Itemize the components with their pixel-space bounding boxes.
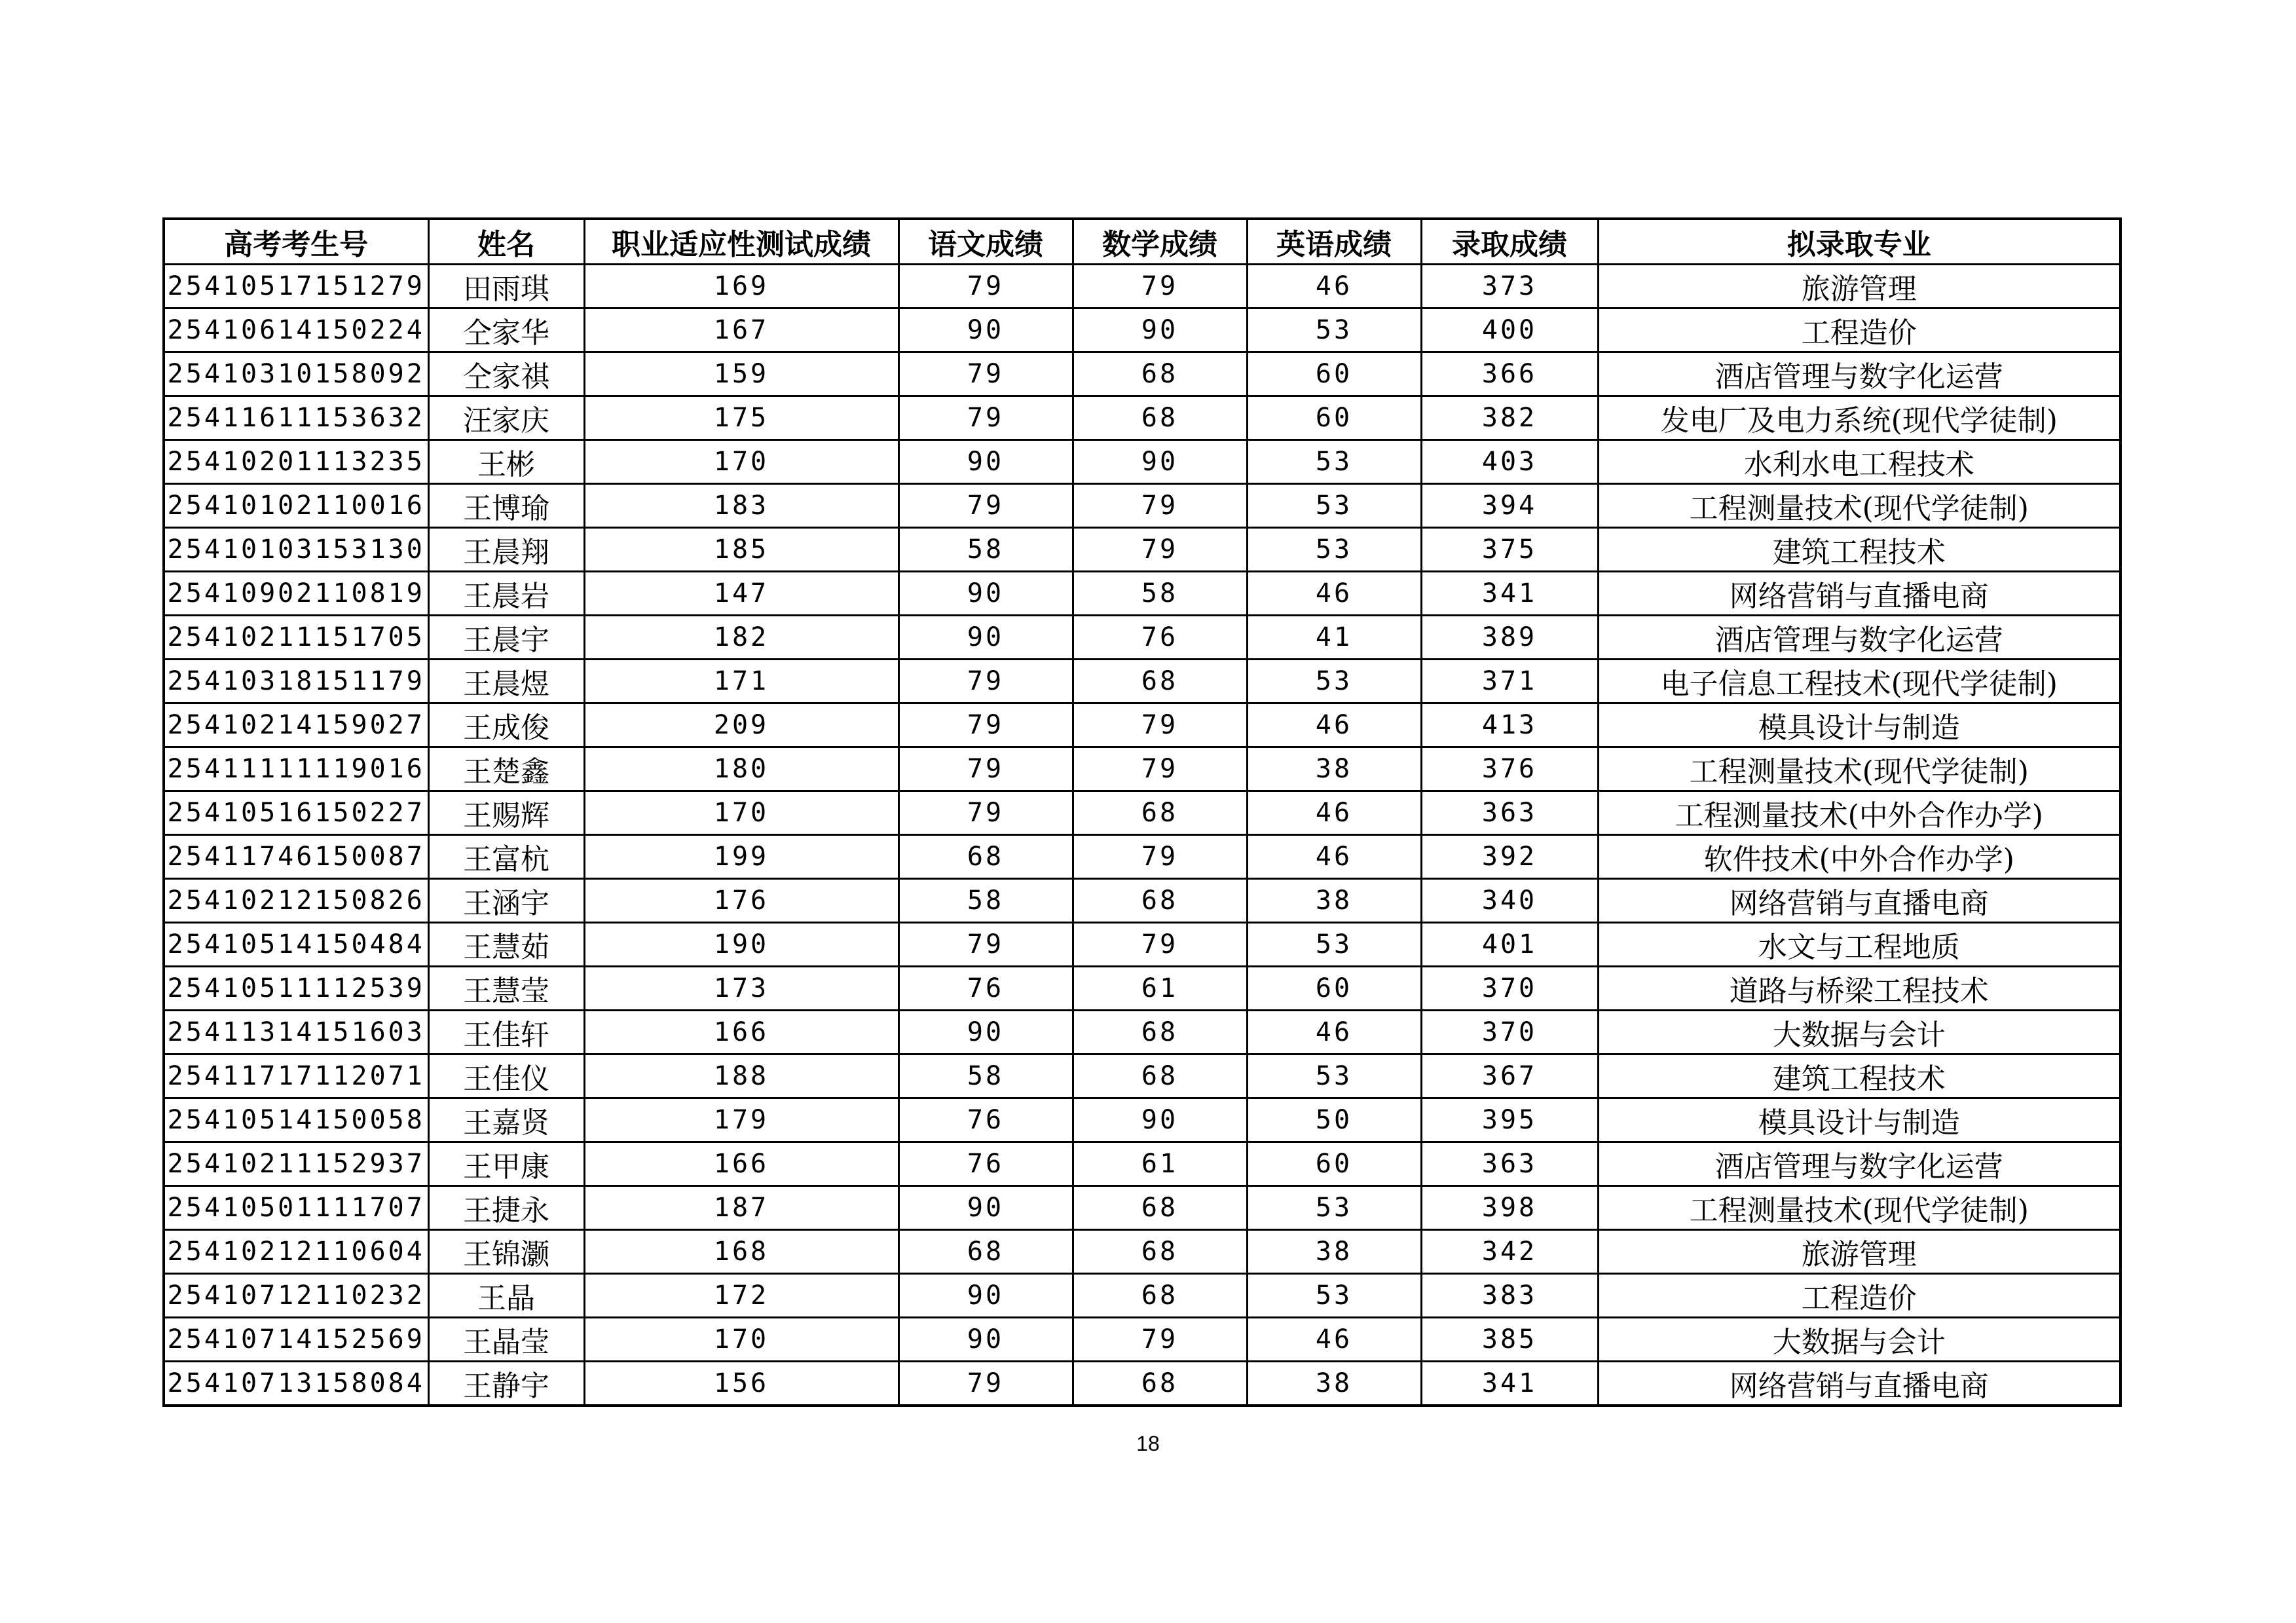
name-cell: 王佳仪 [428, 1054, 584, 1098]
name-cell: 王博瑜 [428, 484, 584, 528]
aptitude-score-cell: 166 [584, 1011, 898, 1054]
major-cell: 工程造价 [1598, 1274, 2120, 1318]
table-row [164, 1098, 2120, 1142]
admission-score-cell: 398 [1421, 1186, 1598, 1230]
aptitude-score-cell: 175 [584, 396, 898, 440]
math-score-cell: 68 [1073, 660, 1247, 703]
english-score-cell: 53 [1247, 308, 1421, 352]
name-cell: 仝家祺 [428, 352, 584, 396]
math-score-cell: 90 [1073, 308, 1247, 352]
math-score-cell: 68 [1073, 396, 1247, 440]
math-score-cell: 79 [1073, 1318, 1247, 1362]
column-header-admission-score: 录取成绩 [1421, 219, 1598, 265]
english-score-cell: 53 [1247, 484, 1421, 528]
chinese-score-cell: 79 [898, 1362, 1073, 1406]
admission-score-cell: 371 [1421, 660, 1598, 703]
column-header-aptitude-score: 职业适应性测试成绩 [584, 219, 898, 265]
major-cell: 酒店管理与数字化运营 [1598, 1142, 2120, 1186]
english-score-cell: 53 [1247, 923, 1421, 967]
name-cell: 王晶莹 [428, 1318, 584, 1362]
admission-score-cell: 370 [1421, 1011, 1598, 1054]
english-score-cell: 53 [1247, 528, 1421, 572]
admission-score-cell: 363 [1421, 1142, 1598, 1186]
chinese-score-cell: 79 [898, 352, 1073, 396]
name-cell: 王涵宇 [428, 879, 584, 923]
name-cell: 王静宇 [428, 1362, 584, 1406]
chinese-score-cell: 58 [898, 1054, 1073, 1098]
chinese-score-cell: 79 [898, 660, 1073, 703]
admission-score-cell: 392 [1421, 835, 1598, 879]
exam-number-cell: 25410201113235 [164, 440, 428, 484]
aptitude-score-cell: 185 [584, 528, 898, 572]
column-header-major: 拟录取专业 [1598, 219, 2120, 265]
column-header-exam-number: 高考考生号 [164, 219, 428, 265]
name-cell: 王晨宇 [428, 616, 584, 660]
major-cell: 电子信息工程技术(现代学徒制) [1598, 660, 2120, 703]
name-cell: 王佳轩 [428, 1011, 584, 1054]
name-cell: 王赐辉 [428, 791, 584, 835]
aptitude-score-cell: 187 [584, 1186, 898, 1230]
chinese-score-cell: 76 [898, 1142, 1073, 1186]
aptitude-score-cell: 168 [584, 1230, 898, 1274]
table-row [164, 396, 2120, 440]
table-header [164, 219, 2120, 265]
math-score-cell: 79 [1073, 703, 1247, 747]
admission-score-cell: 366 [1421, 352, 1598, 396]
major-cell: 工程测量技术(现代学徒制) [1598, 747, 2120, 791]
table-row [164, 616, 2120, 660]
math-score-cell: 68 [1073, 1274, 1247, 1318]
exam-number-cell: 25411611153632 [164, 396, 428, 440]
chinese-score-cell: 79 [898, 703, 1073, 747]
chinese-score-cell: 68 [898, 835, 1073, 879]
table-row [164, 352, 2120, 396]
aptitude-score-cell: 170 [584, 791, 898, 835]
name-cell: 王富杭 [428, 835, 584, 879]
exam-number-cell: 25410103153130 [164, 528, 428, 572]
column-header-chinese-score: 语文成绩 [898, 219, 1073, 265]
english-score-cell: 60 [1247, 352, 1421, 396]
aptitude-score-cell: 183 [584, 484, 898, 528]
major-cell: 网络营销与直播电商 [1598, 572, 2120, 616]
chinese-score-cell: 79 [898, 484, 1073, 528]
table-row [164, 572, 2120, 616]
admission-score-cell: 401 [1421, 923, 1598, 967]
math-score-cell: 79 [1073, 835, 1247, 879]
math-score-cell: 61 [1073, 1142, 1247, 1186]
major-cell: 大数据与会计 [1598, 1011, 2120, 1054]
admission-score-cell: 367 [1421, 1054, 1598, 1098]
math-score-cell: 79 [1073, 747, 1247, 791]
english-score-cell: 38 [1247, 747, 1421, 791]
chinese-score-cell: 76 [898, 1098, 1073, 1142]
chinese-score-cell: 90 [898, 572, 1073, 616]
name-cell: 王嘉贤 [428, 1098, 584, 1142]
math-score-cell: 76 [1073, 616, 1247, 660]
admission-score-cell: 403 [1421, 440, 1598, 484]
table-row [164, 1011, 2120, 1054]
exam-number-cell: 25410517151279 [164, 265, 428, 308]
chinese-score-cell: 90 [898, 616, 1073, 660]
name-cell: 汪家庆 [428, 396, 584, 440]
name-cell: 王慧莹 [428, 967, 584, 1011]
aptitude-score-cell: 199 [584, 835, 898, 879]
admission-score-cell: 382 [1421, 396, 1598, 440]
english-score-cell: 50 [1247, 1098, 1421, 1142]
name-cell: 王慧茹 [428, 923, 584, 967]
exam-number-cell: 25410614150224 [164, 308, 428, 352]
english-score-cell: 46 [1247, 1318, 1421, 1362]
chinese-score-cell: 76 [898, 967, 1073, 1011]
aptitude-score-cell: 147 [584, 572, 898, 616]
math-score-cell: 79 [1073, 528, 1247, 572]
chinese-score-cell: 90 [898, 1186, 1073, 1230]
exam-number-cell: 25410102110016 [164, 484, 428, 528]
name-cell: 王甲康 [428, 1142, 584, 1186]
exam-number-cell: 25410501111707 [164, 1186, 428, 1230]
english-score-cell: 53 [1247, 440, 1421, 484]
english-score-cell: 41 [1247, 616, 1421, 660]
aptitude-score-cell: 179 [584, 1098, 898, 1142]
major-cell: 模具设计与制造 [1598, 703, 2120, 747]
chinese-score-cell: 79 [898, 923, 1073, 967]
english-score-cell: 53 [1247, 1054, 1421, 1098]
aptitude-score-cell: 166 [584, 1142, 898, 1186]
math-score-cell: 90 [1073, 440, 1247, 484]
english-score-cell: 46 [1247, 791, 1421, 835]
name-cell: 王晶 [428, 1274, 584, 1318]
table-row [164, 879, 2120, 923]
admission-score-cell: 385 [1421, 1318, 1598, 1362]
admission-score-cell: 389 [1421, 616, 1598, 660]
table-row [164, 923, 2120, 967]
table-row [164, 308, 2120, 352]
chinese-score-cell: 79 [898, 791, 1073, 835]
aptitude-score-cell: 169 [584, 265, 898, 308]
exam-number-cell: 25410211152937 [164, 1142, 428, 1186]
exam-number-cell: 25410212150826 [164, 879, 428, 923]
aptitude-score-cell: 170 [584, 440, 898, 484]
aptitude-score-cell: 182 [584, 616, 898, 660]
table-row [164, 835, 2120, 879]
table-row [164, 791, 2120, 835]
name-cell: 仝家华 [428, 308, 584, 352]
column-header-math-score: 数学成绩 [1073, 219, 1247, 265]
english-score-cell: 60 [1247, 396, 1421, 440]
chinese-score-cell: 90 [898, 308, 1073, 352]
aptitude-score-cell: 190 [584, 923, 898, 967]
english-score-cell: 46 [1247, 1011, 1421, 1054]
aptitude-score-cell: 167 [584, 308, 898, 352]
math-score-cell: 68 [1073, 791, 1247, 835]
math-score-cell: 68 [1073, 1054, 1247, 1098]
table-row [164, 1362, 2120, 1406]
english-score-cell: 46 [1247, 703, 1421, 747]
exam-number-cell: 25410514150058 [164, 1098, 428, 1142]
exam-number-cell: 25410211151705 [164, 616, 428, 660]
column-header-english-score: 英语成绩 [1247, 219, 1421, 265]
math-score-cell: 68 [1073, 1186, 1247, 1230]
exam-number-cell: 25410318151179 [164, 660, 428, 703]
exam-number-cell: 25410212110604 [164, 1230, 428, 1274]
admission-score-cell: 375 [1421, 528, 1598, 572]
math-score-cell: 68 [1073, 1230, 1247, 1274]
exam-number-cell: 25410902110819 [164, 572, 428, 616]
name-cell: 王晨翔 [428, 528, 584, 572]
table-body [164, 265, 2120, 1406]
math-score-cell: 68 [1073, 879, 1247, 923]
major-cell: 工程测量技术(现代学徒制) [1598, 1186, 2120, 1230]
admission-score-cell: 394 [1421, 484, 1598, 528]
name-cell: 王成俊 [428, 703, 584, 747]
name-cell: 田雨琪 [428, 265, 584, 308]
admission-score-cell: 373 [1421, 265, 1598, 308]
exam-number-cell: 25410514150484 [164, 923, 428, 967]
math-score-cell: 79 [1073, 265, 1247, 308]
major-cell: 工程造价 [1598, 308, 2120, 352]
exam-number-cell: 25410310158092 [164, 352, 428, 396]
math-score-cell: 79 [1073, 484, 1247, 528]
table-row [164, 528, 2120, 572]
table-row [164, 1318, 2120, 1362]
major-cell: 旅游管理 [1598, 265, 2120, 308]
table-row [164, 265, 2120, 308]
name-cell: 王楚鑫 [428, 747, 584, 791]
major-cell: 工程测量技术(中外合作办学) [1598, 791, 2120, 835]
table-row [164, 967, 2120, 1011]
chinese-score-cell: 79 [898, 396, 1073, 440]
admission-score-cell: 341 [1421, 572, 1598, 616]
major-cell: 旅游管理 [1598, 1230, 2120, 1274]
math-score-cell: 61 [1073, 967, 1247, 1011]
english-score-cell: 60 [1247, 1142, 1421, 1186]
table-row [164, 747, 2120, 791]
aptitude-score-cell: 176 [584, 879, 898, 923]
name-cell: 王彬 [428, 440, 584, 484]
exam-number-cell: 25411111119016 [164, 747, 428, 791]
math-score-cell: 79 [1073, 923, 1247, 967]
chinese-score-cell: 90 [898, 1318, 1073, 1362]
chinese-score-cell: 79 [898, 747, 1073, 791]
column-header-name: 姓名 [428, 219, 584, 265]
major-cell: 酒店管理与数字化运营 [1598, 616, 2120, 660]
table-row [164, 1186, 2120, 1230]
page-number: 18 [1136, 1432, 1160, 1455]
aptitude-score-cell: 180 [584, 747, 898, 791]
math-score-cell: 68 [1073, 1362, 1247, 1406]
major-cell: 软件技术(中外合作办学) [1598, 835, 2120, 879]
math-score-cell: 68 [1073, 1011, 1247, 1054]
admission-score-cell: 342 [1421, 1230, 1598, 1274]
table-row [164, 1230, 2120, 1274]
exam-number-cell: 25410214159027 [164, 703, 428, 747]
table-row [164, 1054, 2120, 1098]
english-score-cell: 53 [1247, 660, 1421, 703]
math-score-cell: 68 [1073, 352, 1247, 396]
chinese-score-cell: 58 [898, 879, 1073, 923]
english-score-cell: 46 [1247, 265, 1421, 308]
admission-score-cell: 395 [1421, 1098, 1598, 1142]
table-row [164, 703, 2120, 747]
aptitude-score-cell: 188 [584, 1054, 898, 1098]
aptitude-score-cell: 172 [584, 1274, 898, 1318]
table-row [164, 484, 2120, 528]
aptitude-score-cell: 156 [584, 1362, 898, 1406]
major-cell: 道路与桥梁工程技术 [1598, 967, 2120, 1011]
admission-table [162, 217, 2122, 1407]
admission-score-cell: 363 [1421, 791, 1598, 835]
major-cell: 模具设计与制造 [1598, 1098, 2120, 1142]
major-cell: 发电厂及电力系统(现代学徒制) [1598, 396, 2120, 440]
chinese-score-cell: 68 [898, 1230, 1073, 1274]
aptitude-score-cell: 159 [584, 352, 898, 396]
major-cell: 建筑工程技术 [1598, 528, 2120, 572]
admission-score-cell: 383 [1421, 1274, 1598, 1318]
english-score-cell: 60 [1247, 967, 1421, 1011]
major-cell: 水文与工程地质 [1598, 923, 2120, 967]
math-score-cell: 90 [1073, 1098, 1247, 1142]
exam-number-cell: 25410714152569 [164, 1318, 428, 1362]
chinese-score-cell: 90 [898, 440, 1073, 484]
name-cell: 王晨煜 [428, 660, 584, 703]
major-cell: 建筑工程技术 [1598, 1054, 2120, 1098]
exam-number-cell: 25410511112539 [164, 967, 428, 1011]
english-score-cell: 53 [1247, 1274, 1421, 1318]
chinese-score-cell: 58 [898, 528, 1073, 572]
english-score-cell: 38 [1247, 879, 1421, 923]
admission-score-cell: 376 [1421, 747, 1598, 791]
admission-score-cell: 413 [1421, 703, 1598, 747]
table-row [164, 1274, 2120, 1318]
major-cell: 网络营销与直播电商 [1598, 879, 2120, 923]
english-score-cell: 38 [1247, 1362, 1421, 1406]
table-row [164, 660, 2120, 703]
name-cell: 王捷永 [428, 1186, 584, 1230]
admission-score-cell: 400 [1421, 308, 1598, 352]
english-score-cell: 53 [1247, 1186, 1421, 1230]
aptitude-score-cell: 171 [584, 660, 898, 703]
english-score-cell: 38 [1247, 1230, 1421, 1274]
table-row [164, 440, 2120, 484]
aptitude-score-cell: 173 [584, 967, 898, 1011]
chinese-score-cell: 79 [898, 265, 1073, 308]
exam-number-cell: 25410712110232 [164, 1274, 428, 1318]
major-cell: 网络营销与直播电商 [1598, 1362, 2120, 1406]
name-cell: 王锦灏 [428, 1230, 584, 1274]
name-cell: 王晨岩 [428, 572, 584, 616]
major-cell: 大数据与会计 [1598, 1318, 2120, 1362]
math-score-cell: 58 [1073, 572, 1247, 616]
major-cell: 酒店管理与数字化运营 [1598, 352, 2120, 396]
major-cell: 水利水电工程技术 [1598, 440, 2120, 484]
english-score-cell: 46 [1247, 572, 1421, 616]
english-score-cell: 46 [1247, 835, 1421, 879]
chinese-score-cell: 90 [898, 1274, 1073, 1318]
major-cell: 工程测量技术(现代学徒制) [1598, 484, 2120, 528]
admission-score-cell: 340 [1421, 879, 1598, 923]
table-row [164, 1142, 2120, 1186]
aptitude-score-cell: 209 [584, 703, 898, 747]
exam-number-cell: 25410516150227 [164, 791, 428, 835]
exam-number-cell: 25411717112071 [164, 1054, 428, 1098]
exam-number-cell: 25411314151603 [164, 1011, 428, 1054]
exam-number-cell: 25411746150087 [164, 835, 428, 879]
admission-score-cell: 370 [1421, 967, 1598, 1011]
aptitude-score-cell: 170 [584, 1318, 898, 1362]
exam-number-cell: 25410713158084 [164, 1362, 428, 1406]
chinese-score-cell: 90 [898, 1011, 1073, 1054]
admission-score-cell: 341 [1421, 1362, 1598, 1406]
header-row [164, 219, 2120, 265]
